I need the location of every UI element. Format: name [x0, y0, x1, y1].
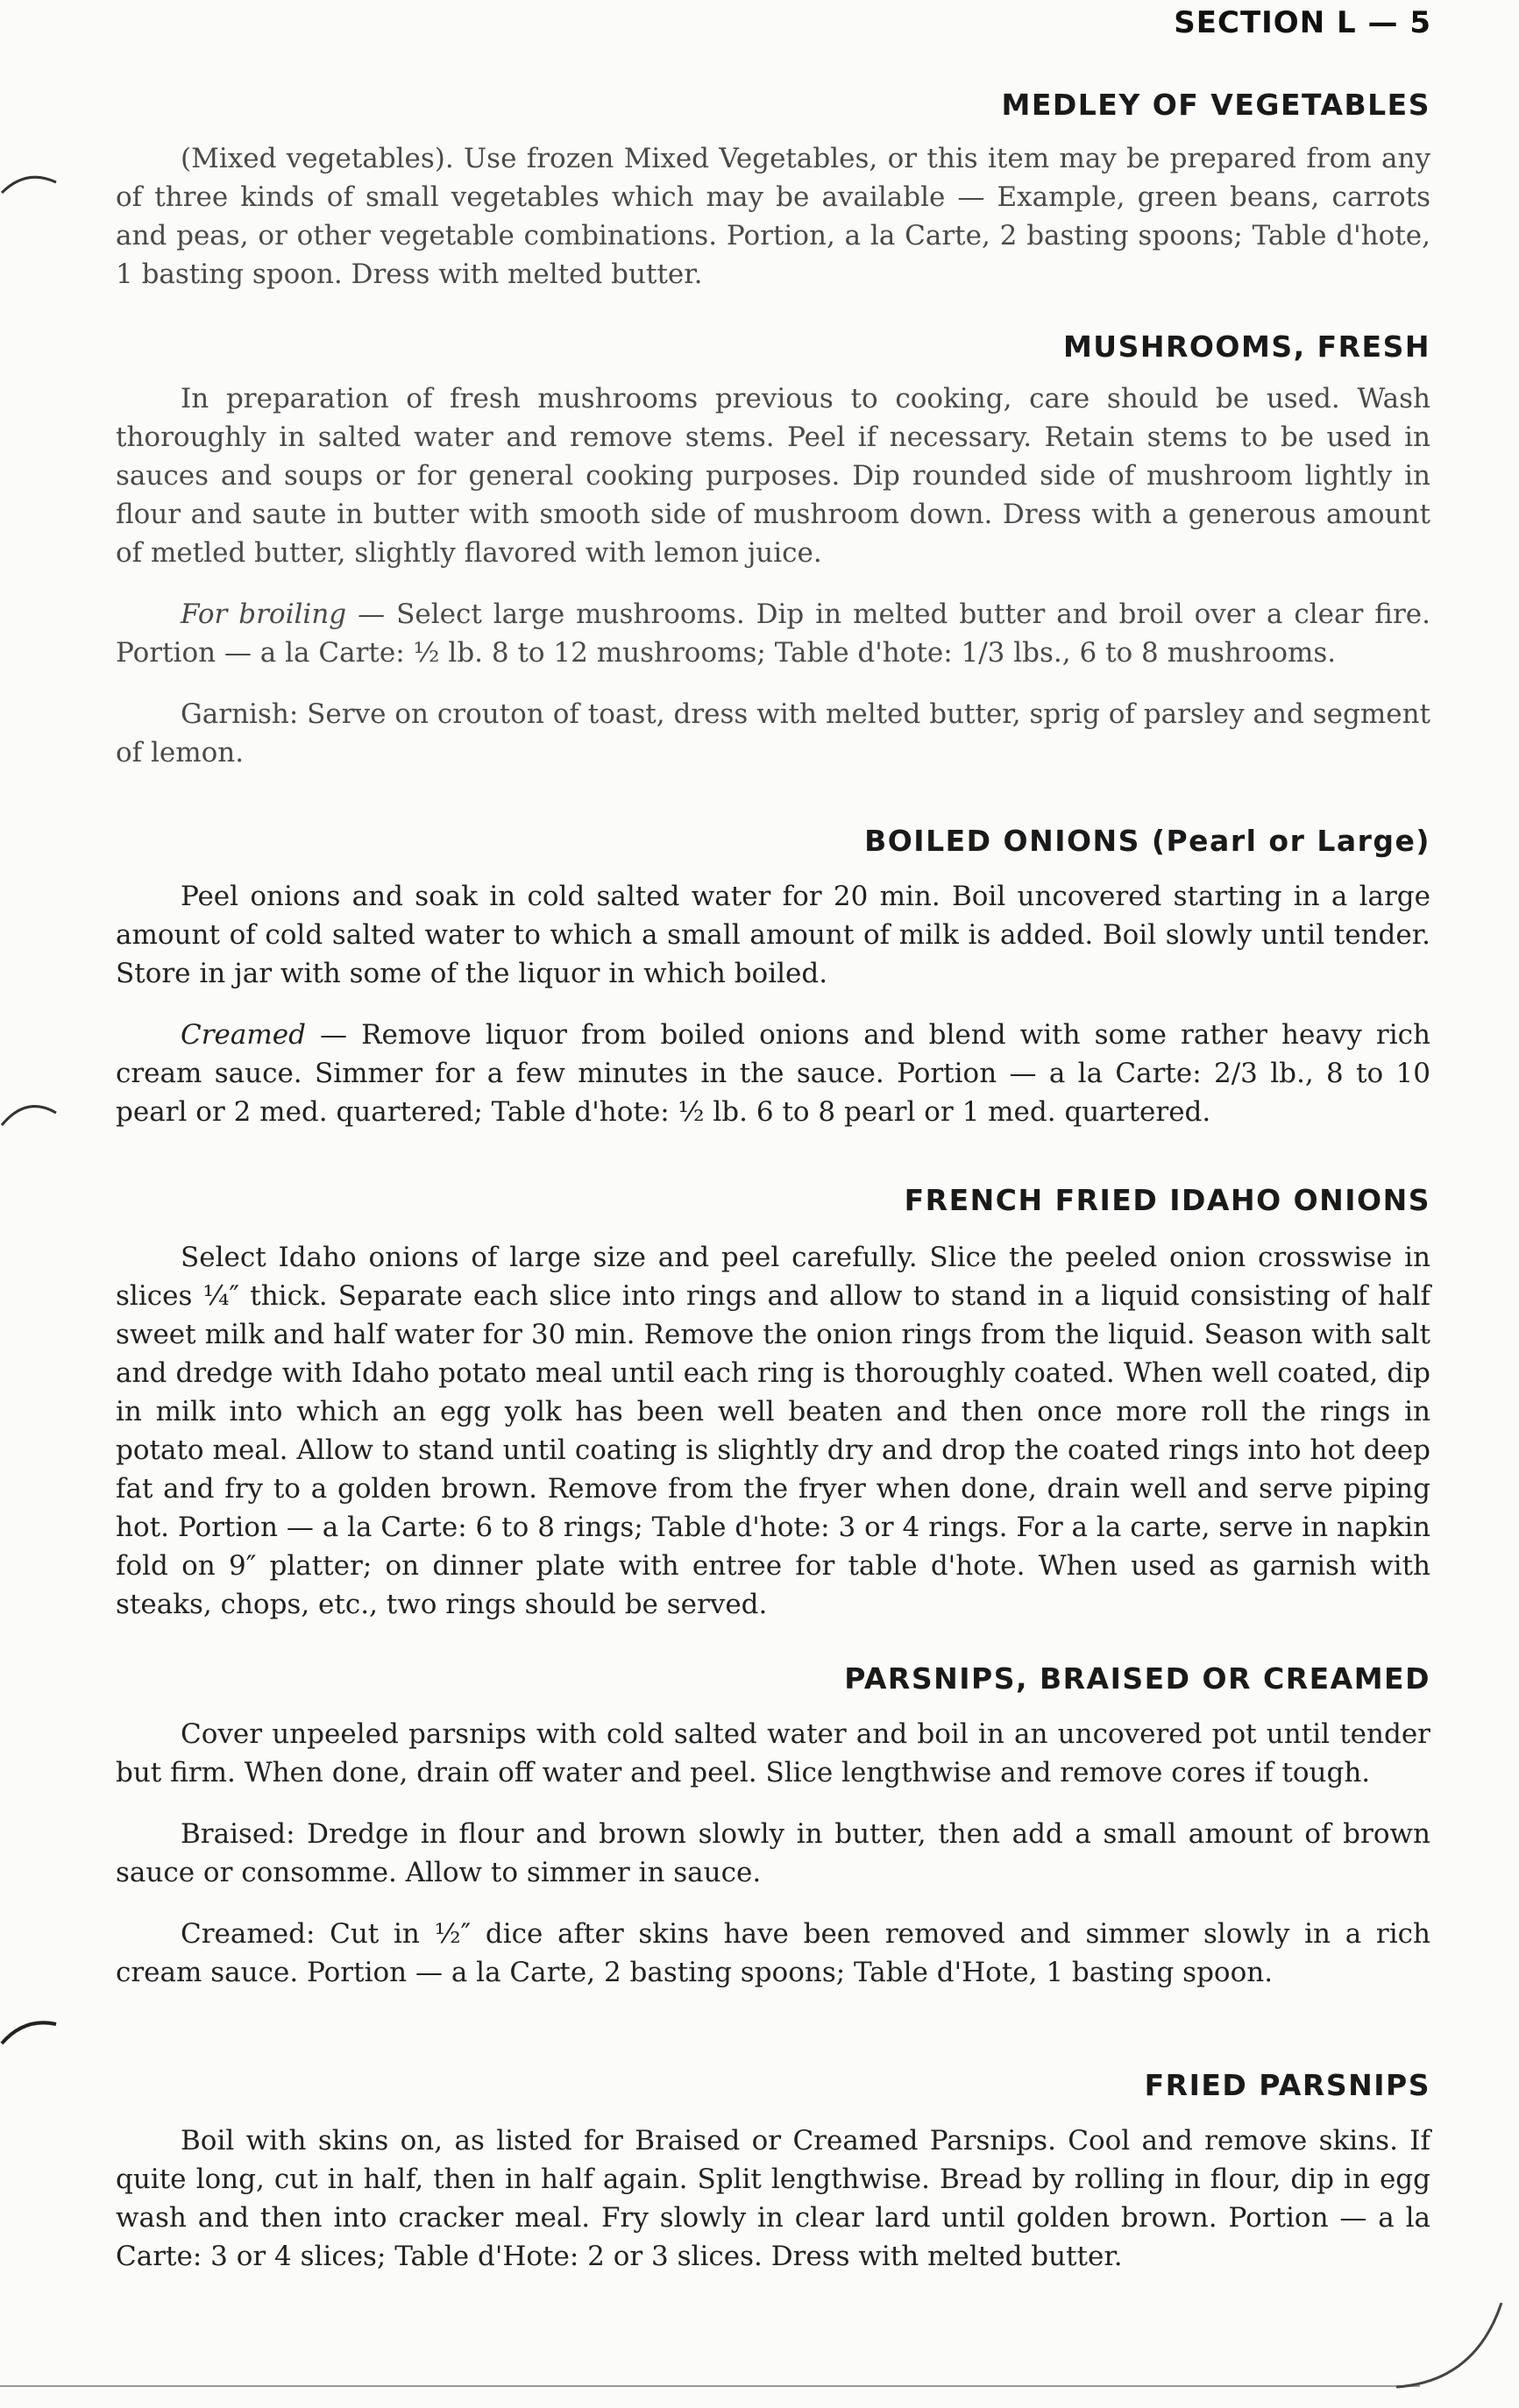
paragraph: Peel onions and soak in cold salted water for 20 min. Boil uncovered starting in a large amount of cold salted water to which a small amount of milk is added. Boil slowly until tender. Store in jar with some of the liquor in which boiled.	[116, 881, 1430, 989]
binder-hole-mark	[0, 1095, 61, 1130]
creamed-lead: Creamed —	[181, 1019, 348, 1051]
section-heading: FRENCH FRIED IDAHO ONIONS	[904, 1183, 1430, 1217]
paragraph: Cover unpeeled parsnips with cold salted water and boil in an uncovered pot until tender but firm. When done, drain off water and peel. Slice lengthwise and remove cores if tough.	[116, 1718, 1430, 1788]
binder-hole-mark	[0, 2012, 61, 2047]
creamed-text: Remove liquor from boiled onions and blend with some rather heavy rich cream sauce. Simmer for a few minutes in the sauce. Portion — a la Carte: 2/3 lb., 8 to 10 pearl or 2 med. quartered; Table d'hote: ½ lb. 6 to 8 pearl or 1 med. quartered.	[116, 1019, 1430, 1128]
paragraph-creamed	[116, 1016, 1430, 1131]
paragraph-broiling	[116, 595, 1430, 672]
binder-hole-mark	[0, 166, 61, 202]
page-edge-line	[0, 2385, 1420, 2387]
section-heading: MUSHROOMS, FRESH	[1062, 329, 1430, 364]
broiling-text: Select large mushrooms. Dip in melted butter and broil over a clear fire. Portion — a la Carte: ½ lb. 8 to 12 mushrooms; Table d'hote: 1/3 lbs., 6 to 8 mushrooms.	[116, 598, 1431, 669]
paragraph: In preparation of fresh mushrooms previous to cooking, care should be used. Wash thoroughly in salted water and remove stems. Peel if necessary. Retain stems to be used in sauces and soups or for general cooking purposes. Dip rounded side of mushroom lightly in flour and saute in butter with smooth side of mushroom down. Dress with a generous amount of metled butter, slightly flavored with lemon juice.	[116, 383, 1430, 569]
paragraph: Garnish: Serve on crouton of toast, dress with melted butter, sprig of parsley and segment of lemon.	[116, 698, 1430, 768]
section-heading: FRIED PARSNIPS	[1144, 2068, 1430, 2102]
section-heading: PARSNIPS, BRAISED OR CREAMED	[844, 1661, 1430, 1696]
paragraph: Braised: Dredge in flour and brown slowly in butter, then add a small amount of brown sauce or consomme. Allow to simmer in sauce.	[116, 1818, 1430, 1888]
section-parsnips	[116, 1661, 1430, 1992]
section-fried-parsnips	[116, 2068, 1430, 2276]
paragraph: Creamed: Cut in ½″ dice after skins have been removed and simmer slowly in a rich cream sauce. Portion — a la Carte, 2 basting spoons; Table d'Hote, 1 basting spoon.	[116, 1918, 1430, 1988]
paragraph: (Mixed vegetables). Use frozen Mixed Vegetables, or this item may be prepared from any of three kinds of small vegetables which may be available — Example, green beans, carrots and peas, or other vegetable combinations. Portion, a la Carte, 2 basting spoons; Table d'hote, 1 basting spoon. Dress with melted butter.	[116, 143, 1430, 290]
section-label: SECTION L — 5	[1174, 5, 1431, 40]
paragraph: Select Idaho onions of large size and peel carefully. Slice the peeled onion crosswise in slices ¼″ thick. Separate each slice into rings and allow to stand in a liquid consisting of half sweet milk and half water for 30 min. Remove the onion rings from the liquid. Season with salt and dredge with Idaho potato meal until each ring is thoroughly coated. When well coated, dip in milk into which an egg yolk has been well beaten and then once more roll the rings in potato meal. Allow to stand until coating is slightly dry and drop the coated rings into hot deep fat and fry to a golden brown. Remove from the fryer when done, drain well and serve piping hot. Portion — a la Carte: 6 to 8 rings; Table d'hote: 3 or 4 rings. For a la carte, serve in napkin fold on 9″ platter; on dinner plate with entree for table d'hote. When used as garnish with steaks, chops, etc., two rings should be served.	[116, 1242, 1430, 1620]
section-boiled-onions	[116, 824, 1430, 1131]
section-medley	[116, 88, 1430, 294]
section-heading: MEDLEY OF VEGETABLES	[1001, 88, 1430, 122]
page-corner-curl	[1396, 2303, 1519, 2408]
section-heading: BOILED ONIONS (Pearl or Large)	[864, 824, 1430, 858]
section-mushrooms	[116, 329, 1430, 772]
section-french-fried-onions	[116, 1183, 1430, 1624]
paragraph: Boil with skins on, as listed for Braised or Creamed Parsnips. Cool and remove skins. If quite long, cut in half, then in half again. Split lengthwise. Bread by rolling in flour, dip in egg wash and then into cracker meal. Fry slowly in clear lard until golden brown. Portion — a la Carte: 3 or 4 slices; Table d'Hote: 2 or 3 slices. Dress with melted butter.	[116, 2125, 1430, 2272]
broiling-lead: For broiling —	[181, 598, 386, 630]
